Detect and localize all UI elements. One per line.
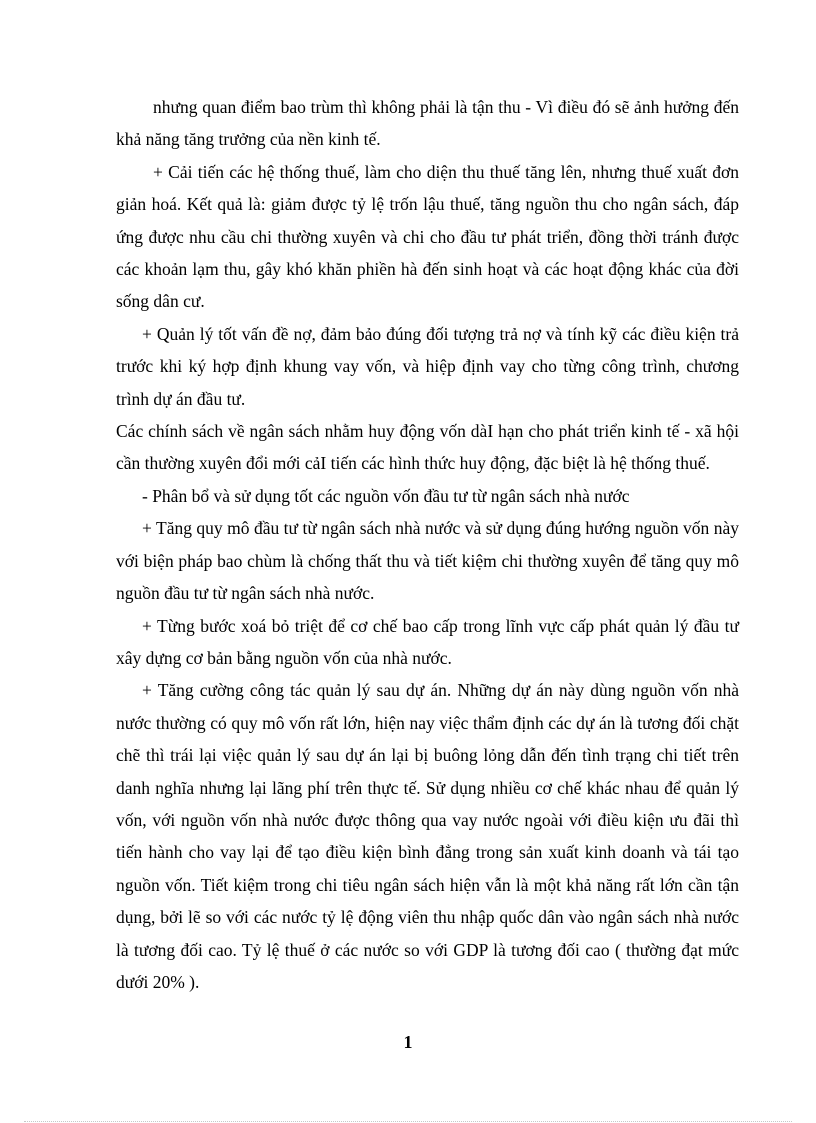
- page-number: 1: [403, 1032, 413, 1052]
- paragraph-debt-management: + Quản lý tốt vấn đề nợ, đảm bảo đúng đối tượng trả nợ và tính kỹ các điều kiện trả trước khi ký hợp định khung vay vốn, và hiệp định vay cho từng công trình, chương trình dự án đầu tư.: [116, 323, 739, 409]
- paragraph-post-project-management: + Tăng cường công tác quản lý sau dự án. Những dự án này dùng nguồn vốn nhà nước thường có quy mô vốn rất lớn, hiện nay việc thẩm định các dự án là tương đối chặt chẽ thì trái lại việc quản lý sau dự án lại bị buông lỏng dẫn đến tình trạng chi tiết trên danh nghĩa nhưng lại lãng phí trên thực tế. Sử dụng nhiều cơ chế khác nhau để quản lý vốn, với nguồn vốn nhà nước được thông qua vay nước ngoài với điều kiện ưu đãi thì tiến hành cho vay lại để tạo điều kiện bình đẳng trong sản xuất kinh doanh và tái tạo nguồn vốn. Tiết kiệm trong chi tiêu ngân sách hiện vẫn là một khả năng rất lớn cần tận dụng, bởi lẽ so với các nước tỷ lệ động viên thu nhập quốc dân vào ngân sách nhà nước là tương đối cao. Tỷ lệ thuế ở các nước so với GDP là tương đối cao ( thường đạt mức dưới 20% ).: [116, 680, 739, 992]
- paragraph-subsidy-removal: + Từng bước xoá bỏ triệt để cơ chế bao cấp trong lĩnh vực cấp phát quản lý đầu tư xây dựng cơ bản bằng nguồn vốn của nhà nước.: [116, 615, 739, 668]
- paragraph-budget-policy: Các chính sách về ngân sách nhằm huy động vốn dàI hạn cho phát triển kinh tế - xã hội cần thường xuyên đổi mới cảI tiến các hình thức huy động, đặc biệt là hệ thống thuế.: [116, 421, 739, 474]
- paragraph-tax-reform: + Cải tiến các hệ thống thuế, làm cho diện thu thuế tăng lên, nhưng thuế xuất đơn giản hoá. Kết quả là: giảm được tỷ lệ trốn lậu thuế, tăng nguồn thu cho ngân sách, đáp ứng được nhu cầu chi thường xuyên và chi cho đầu tư phát triển, đồng thời tránh được các khoản lạm thu, gây khó khăn phiền hà đến sinh hoạt và các hoạt động khác của đời sống dân cư.: [116, 161, 739, 312]
- footer-divider: [24, 1121, 792, 1122]
- body-text: [116, 91, 739, 998]
- paragraph-continuation: nhưng quan điểm bao trùm thì không phải là tận thu - Vì điều đó sẽ ảnh hưởng đến khả năng tăng trưởng của nền kinh tế.: [116, 97, 739, 150]
- paragraph-investment-scale: + Tăng quy mô đầu tư từ ngân sách nhà nước và sử dụng đúng hướng nguồn vốn này với biện pháp bao chùm là chống thất thu và tiết kiệm chi thường xuyên để tăng quy mô nguồn đầu tư từ ngân sách nhà nước.: [116, 518, 739, 604]
- paragraph-allocation-heading: - Phân bổ và sử dụng tốt các nguồn vốn đầu tư từ ngân sách nhà nước: [142, 485, 630, 506]
